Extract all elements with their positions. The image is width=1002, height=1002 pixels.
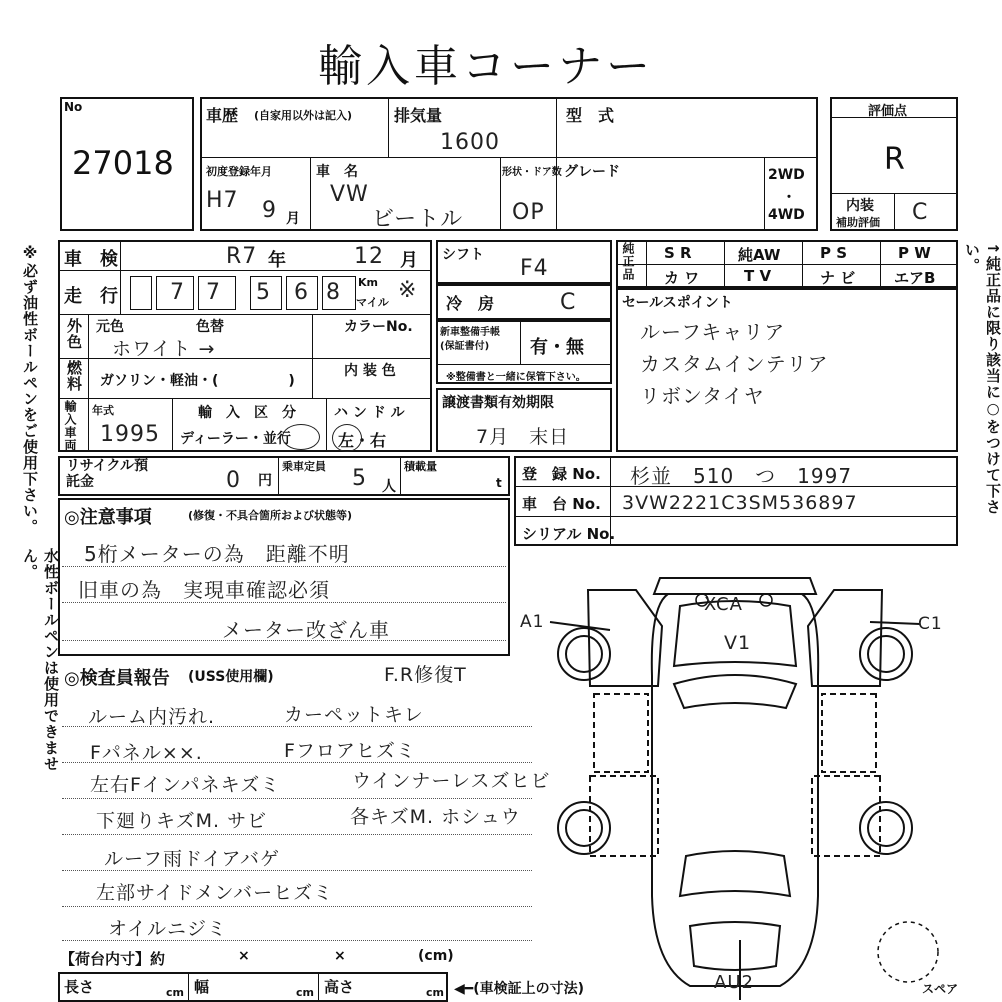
dims-unit: cm [426,986,444,999]
fuel-options: ガソリン・軽油・( ) [100,373,295,389]
inspector-sub: (USS使用欄) [188,669,274,685]
sales-point-2: カスタムインテリア [640,352,829,376]
mileage-unit-mile: マイル [356,296,389,309]
load-label: 積載量 [404,460,437,473]
inspector-line: 下廻りキズM. サビ [96,810,268,832]
first-reg-month-unit: 月 [286,211,300,227]
recycle-label: リサイクル預託金 [66,458,149,490]
dims-note: ◀━(車検証上の寸法) [454,981,584,997]
recycle-unit: 円 [258,473,272,489]
orig-color-label: 元色 [96,319,124,335]
first-reg-label: 初度登録年月 [206,165,272,178]
shape-doors-label: 形状・ドア数 [502,167,562,178]
page-title: 輸入車コーナー [318,41,654,92]
dims-unit: cm [166,986,184,999]
equip-leather: カ ワ [664,269,700,287]
equip-tv: T V [744,267,772,285]
import-side-label: 輸入車両 [63,400,77,452]
interior-value: C [912,200,929,225]
equip-aw: 純AW [738,246,781,264]
notes-label: ◎注意事項 [64,507,152,528]
dims-height: 高さ [324,978,355,996]
inspector-line: カーペットキレ [284,704,424,726]
import-year-value: 1995 [100,422,160,447]
inspection-month: 12 [354,244,384,269]
transfer-label: 譲渡書類有効期限 [442,395,554,411]
inspector-line: 各キズM. ホシュウ [350,806,521,828]
recycle-value: 0 [226,468,241,493]
parallel-circle [282,424,320,450]
mileage-digit: 8 [326,280,341,305]
notes-line-2: 旧車の為 実現車確認必須 [78,578,330,602]
drive-dot: ・ [782,190,796,206]
chassis-label: 車 台 No. [522,495,601,513]
history-label: 車歴 [206,106,239,125]
model-type-label: 型 式 [566,106,615,125]
mileage-mark: ※ [398,278,418,303]
registration-label: 登 録 No. [522,465,601,483]
handle-value: 左・右 [338,431,387,450]
chassis-value: 3VW2221C3SM536897 [622,492,858,514]
equip-ps: P S [820,244,848,262]
import-year-label: 年式 [92,404,114,417]
inspector-line: オイルニジミ [108,918,228,940]
notes-sub: (修復・不具合箇所および状態等) [188,509,353,522]
car-maker: VW [330,182,369,207]
cargo-x1: × [238,948,250,964]
equip-sr: S R [664,244,692,262]
equipment-side-label: 純正品 [621,242,635,281]
load-unit: t [496,476,502,490]
inspection-year-unit: 年 [268,250,286,271]
interior-label: 内装 [846,198,874,214]
handle-label: ハ ン ド ル [334,405,405,421]
maintenance-label: 新車整備手帳 (保証書付) [440,327,500,352]
capacity-unit: 人 [382,479,396,495]
inspector-line: 左部サイドメンバーヒズミ [96,882,334,904]
diagram-bottom: AU2 [714,972,754,993]
inspection-month-unit: 月 [400,250,418,271]
mileage-digit: 7 [170,280,185,305]
serial-label: シリアル No. [522,525,616,543]
side-note-right: ↑純正品に限り該当に○をつけて下さい。 [963,242,1002,515]
aircon-value: C [560,290,577,315]
import-type-value: ディーラー・並行 [180,431,291,447]
drive-2wd: 2WD [768,167,805,183]
inspector-line: 左右Fインパネキズミ [90,774,281,796]
diagram-a1: A1 [520,612,545,632]
capacity-value: 5 [352,466,367,491]
side-note-left-1: ※必ず油性ボールペンをご使用下さい。 [21,244,39,535]
maintenance-value: 有・無 [530,337,584,358]
mileage-digit: 7 [206,280,221,305]
spare-label: スペア [922,982,959,996]
inspector-line: ルーフ雨ドイアバゲ [104,848,281,870]
sales-points-label: セールスポイント [622,295,733,311]
mileage-digit: 5 [256,280,271,305]
diagram-v1: V1 [724,632,752,654]
first-reg-month: 9 [262,198,277,223]
mileage-digit: 6 [294,280,309,305]
side-note-left-2: 水性ボールペンは使用できません。 [21,548,60,772]
lot-number: 27018 [72,144,174,182]
inspector-label: ◎検査員報告 [64,668,170,689]
equip-pw: P W [898,244,931,262]
car-name-label: 車 名 [316,164,358,180]
sales-point-3: リボンタイヤ [640,384,765,408]
dims-unit: cm [296,986,314,999]
mileage-unit-km: Km [358,276,378,289]
lot-prefix: No [64,100,83,114]
import-type-label: 輸 入 区 分 [198,405,296,421]
notes-line-1: 5桁メーターの為 距離不明 [84,542,350,566]
shift-value: F4 [520,256,549,281]
exterior-side-label: 外色 [65,318,83,350]
registration-value: 杉並 510 つ 1997 [630,464,853,488]
equip-navi: ナ ビ [820,269,856,287]
inspection-label: 車 検 [64,249,118,270]
left-handle-circle [332,424,362,452]
fuel-side-label: 燃料 [65,360,83,392]
first-reg-year: H7 [206,188,239,213]
rating-value: R [884,142,905,177]
repaint-label: 色替 [196,319,224,335]
inspector-line: Fフロアヒズミ [284,740,416,762]
dims-box [58,972,448,1002]
mileage-label: 走 行 [64,286,118,307]
equip-airbag: エアB [894,269,936,287]
cargo-label: 【荷台内寸】約 [60,950,166,968]
displacement-value: 1600 [440,130,500,155]
inspection-year: R7 [226,244,258,269]
drive-4wd: 4WD [768,207,805,223]
maintenance-note: ※整備書と一緒に保管下さい。 [446,372,586,383]
capacity-label: 乗車定員 [282,460,326,473]
exterior-color-value: ホワイト → [112,338,216,360]
interior-color-label: 内 装 色 [344,363,396,379]
notes-line-3: メーター改ざん車 [222,618,390,642]
inspector-top-note: F.R修復T [384,664,467,686]
dims-width: 幅 [194,978,210,996]
shape-doors-value: OP [512,200,545,225]
cargo-x2: × [334,948,346,964]
displacement-label: 排気量 [394,106,443,125]
diagram-windshield: XCA [704,594,743,615]
grade-label: グレード [564,164,620,180]
interior-sub: 補助評価 [836,216,880,229]
aircon-label: 冷 房 [446,294,495,313]
car-name: ビートル [372,207,464,232]
inspector-line: Fパネル××. [90,742,203,764]
color-code-label: カラーNo. [344,319,413,335]
diagram-c1: C1 [918,614,943,634]
sales-point-1: ルーフキャリア [640,320,786,344]
dims-length: 長さ [64,978,95,996]
rating-label: 評価点 [868,104,908,119]
cargo-unit: (cm) [418,948,454,964]
inspector-line: ルーム内汚れ. [88,706,216,728]
shift-label: シフト [442,247,484,263]
inspector-line: ウインナーレスズヒビ [352,770,551,792]
history-note: (自家用以外は記入) [254,109,353,122]
transfer-value: 7月 末日 [476,426,570,448]
